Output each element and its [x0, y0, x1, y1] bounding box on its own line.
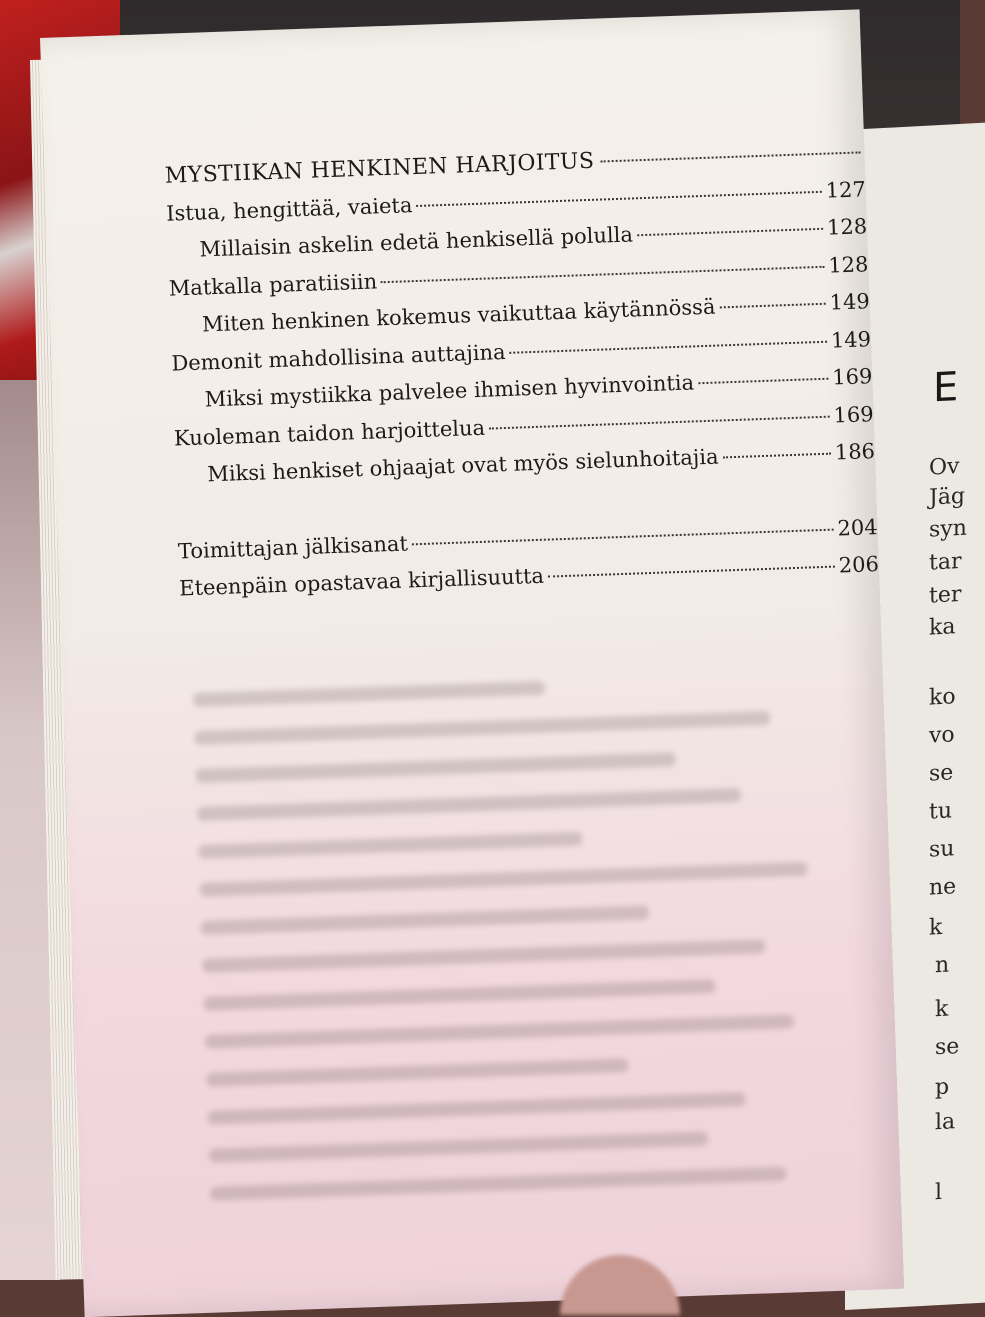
toc-leader: [723, 453, 831, 459]
facing-page-text-fragment: ka: [929, 614, 956, 641]
facing-page-text-fragment: se: [935, 1034, 960, 1061]
facing-page-text-fragment: se: [929, 760, 954, 787]
toc-page-number: 186: [834, 439, 876, 465]
toc-entry-title: Istua, hengittää, vaieta: [165, 192, 413, 226]
toc-leader: [510, 340, 827, 353]
toc-leader: [600, 151, 860, 162]
facing-page-text-fragment: vo: [929, 722, 955, 749]
toc-leader: [489, 415, 830, 429]
toc-entry-title: Toimittajan jälkisanat: [177, 530, 409, 563]
toc-entry-title: Kuoleman taidon harjoittelua: [173, 415, 486, 451]
facing-page-text-fragment: tu: [929, 798, 953, 825]
show-through-text: [193, 671, 851, 1225]
facing-page-text-fragment: tar: [929, 548, 962, 576]
toc-leader: [637, 228, 823, 236]
facing-page-text-fragment: ter: [929, 581, 962, 609]
facing-page-heading: E: [933, 364, 959, 412]
toc-page-number: 128: [826, 214, 868, 240]
toc-leader: [548, 566, 835, 578]
toc-page-number: 206: [838, 552, 880, 578]
toc-leader: [698, 378, 828, 385]
toc-entry-title: Miksi mystiikka palvelee ihmisen hyvinvointia: [204, 370, 695, 412]
facing-page-text-fragment: la: [935, 1109, 956, 1136]
facing-page-text-fragment: n: [935, 952, 950, 979]
facing-page-text-fragment: k: [929, 914, 943, 941]
toc-page-number: 127: [825, 176, 867, 203]
facing-page-text-fragment: su: [929, 836, 955, 863]
toc-entry-title: Eteenpäin opastavaa kirjallisuutta: [178, 563, 545, 601]
toc-leader: [412, 528, 834, 545]
toc-entry-title: Millaisin askelin edetä henkisellä polulla: [199, 222, 634, 262]
facing-page-text-fragment: ko: [929, 684, 956, 711]
facing-page-text-fragment: Jäg: [929, 483, 966, 511]
facing-page-text-fragment: syn: [929, 515, 967, 543]
toc-page-number: 169: [833, 401, 875, 428]
toc-entry-title: Demonit mahdollisina auttajina: [171, 339, 506, 376]
toc-page-number: 169: [831, 364, 873, 390]
toc-entry-title: Matkalla paratiisiin: [168, 268, 378, 301]
toc-page-number: 204: [837, 514, 878, 540]
table-of-contents: [164, 139, 879, 614]
facing-page-text-fragment: p: [935, 1074, 950, 1101]
facing-page-text-fragment: k: [935, 996, 949, 1023]
toc-page-number: 128: [827, 251, 869, 278]
toc-entry-title: Miten henkinen kokemus vaikuttaa käytännössä: [201, 294, 716, 337]
toc-leader: [416, 190, 821, 206]
facing-page-text-fragment: ne: [929, 874, 957, 901]
toc-entry-title: Miksi henkiset ohjaajat ovat myös sielunhoitajia: [206, 444, 719, 487]
book-page: [40, 9, 904, 1317]
facing-page-text-fragment: l: [935, 1179, 943, 1206]
toc-leader: [381, 265, 824, 282]
toc-page-number: 149: [830, 326, 872, 353]
toc-leader: [719, 303, 825, 309]
toc-page-number: 149: [829, 289, 871, 315]
facing-page-text-fragment: Ov: [929, 454, 960, 481]
toc-heading-title: MYSTIIKAN HENKINEN HARJOITUS: [164, 148, 595, 189]
